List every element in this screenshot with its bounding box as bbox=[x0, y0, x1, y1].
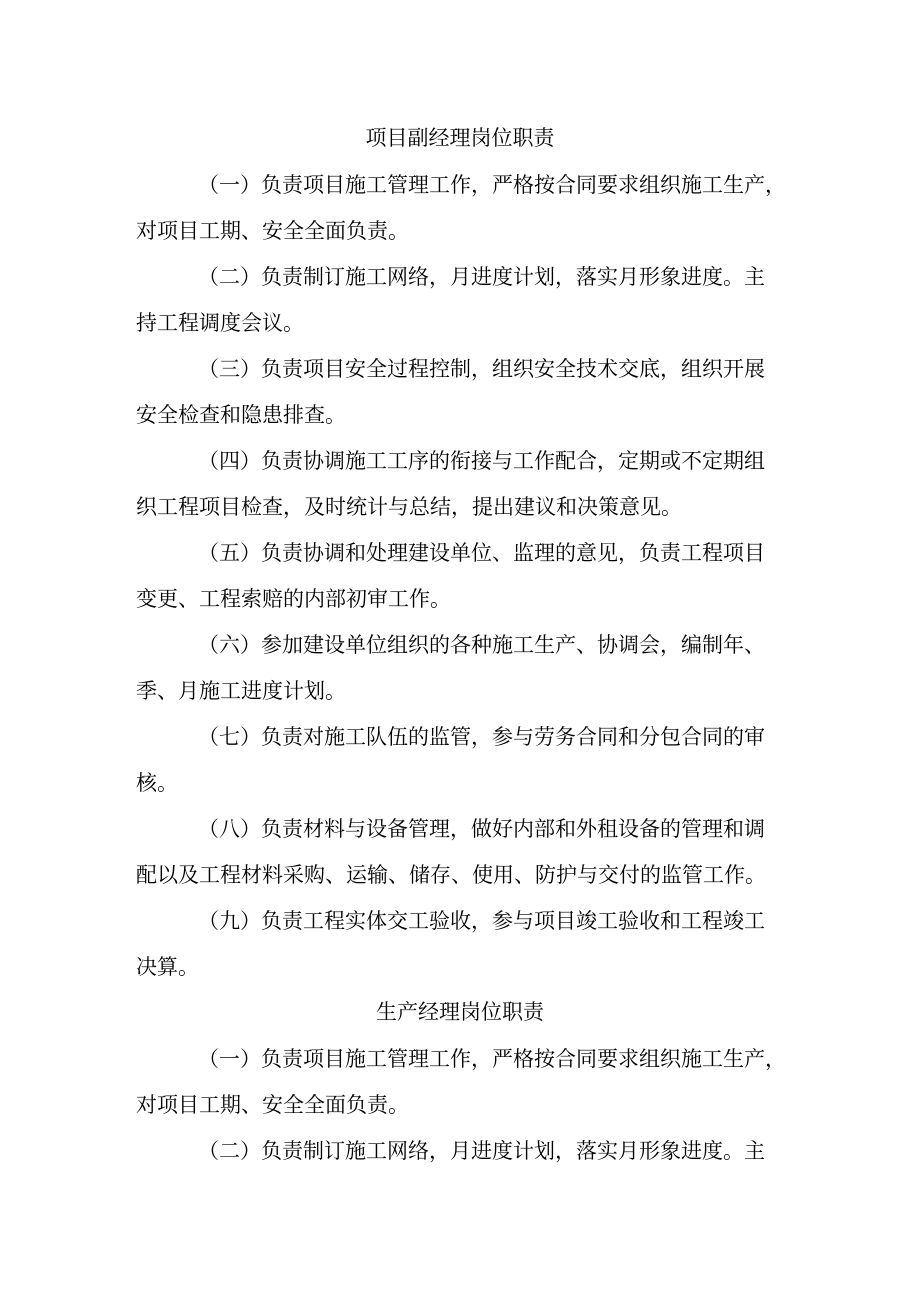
paragraph-line: 安全检查和隐患排查。 bbox=[136, 403, 346, 427]
paragraph-line: （二）负责制订施工网络，月进度计划，落实月形象进度。主 bbox=[198, 265, 765, 289]
paragraph-line: 配以及工程材料采购、运输、储存、使用、防护与交付的监管工作。 bbox=[136, 863, 766, 887]
paragraph-line: （二）负责制订施工网络，月进度计划，落实月形象进度。主 bbox=[198, 1139, 765, 1163]
paragraph-line: （四）负责协调施工工序的衔接与工作配合，定期或不定期组 bbox=[198, 449, 765, 473]
paragraph-line: 持工程调度会议。 bbox=[136, 311, 304, 335]
paragraph-line: （八）负责材料与设备管理，做好内部和外租设备的管理和调 bbox=[198, 817, 765, 841]
section-title: 项目副经理岗位职责 bbox=[365, 126, 555, 150]
paragraph-line: （五）负责协调和处理建设单位、监理的意见，负责工程项目 bbox=[198, 541, 765, 565]
paragraph-line: （七）负责对施工队伍的监管，参与劳务合同和分包合同的审 bbox=[198, 725, 765, 749]
paragraph-line: （一）负责项目施工管理工作，严格按合同要求组织施工生产， bbox=[198, 173, 786, 197]
paragraph-line: （六）参加建设单位组织的各种施工生产、协调会，编制年、 bbox=[198, 633, 765, 657]
paragraph-line: （三）负责项目安全过程控制，组织安全技术交底，组织开展 bbox=[198, 357, 765, 381]
paragraph-line: （一）负责项目施工管理工作，严格按合同要求组织施工生产， bbox=[198, 1047, 786, 1071]
paragraph-line: （九）负责工程实体交工验收，参与项目竣工验收和工程竣工 bbox=[198, 909, 765, 933]
paragraph-line: 核。 bbox=[136, 771, 178, 795]
paragraph-line: 对项目工期、安全全面负责。 bbox=[136, 1093, 409, 1117]
paragraph-line: 织工程项目检查，及时统计与总结，提出建议和决策意见。 bbox=[136, 495, 682, 519]
paragraph-line: 季、月施工进度计划。 bbox=[136, 679, 346, 703]
paragraph-line: 变更、工程索赔的内部初审工作。 bbox=[136, 587, 451, 611]
paragraph-line: 对项目工期、安全全面负责。 bbox=[136, 219, 409, 243]
paragraph-line: 决算。 bbox=[136, 955, 199, 979]
section-title: 生产经理岗位职责 bbox=[376, 1000, 544, 1024]
